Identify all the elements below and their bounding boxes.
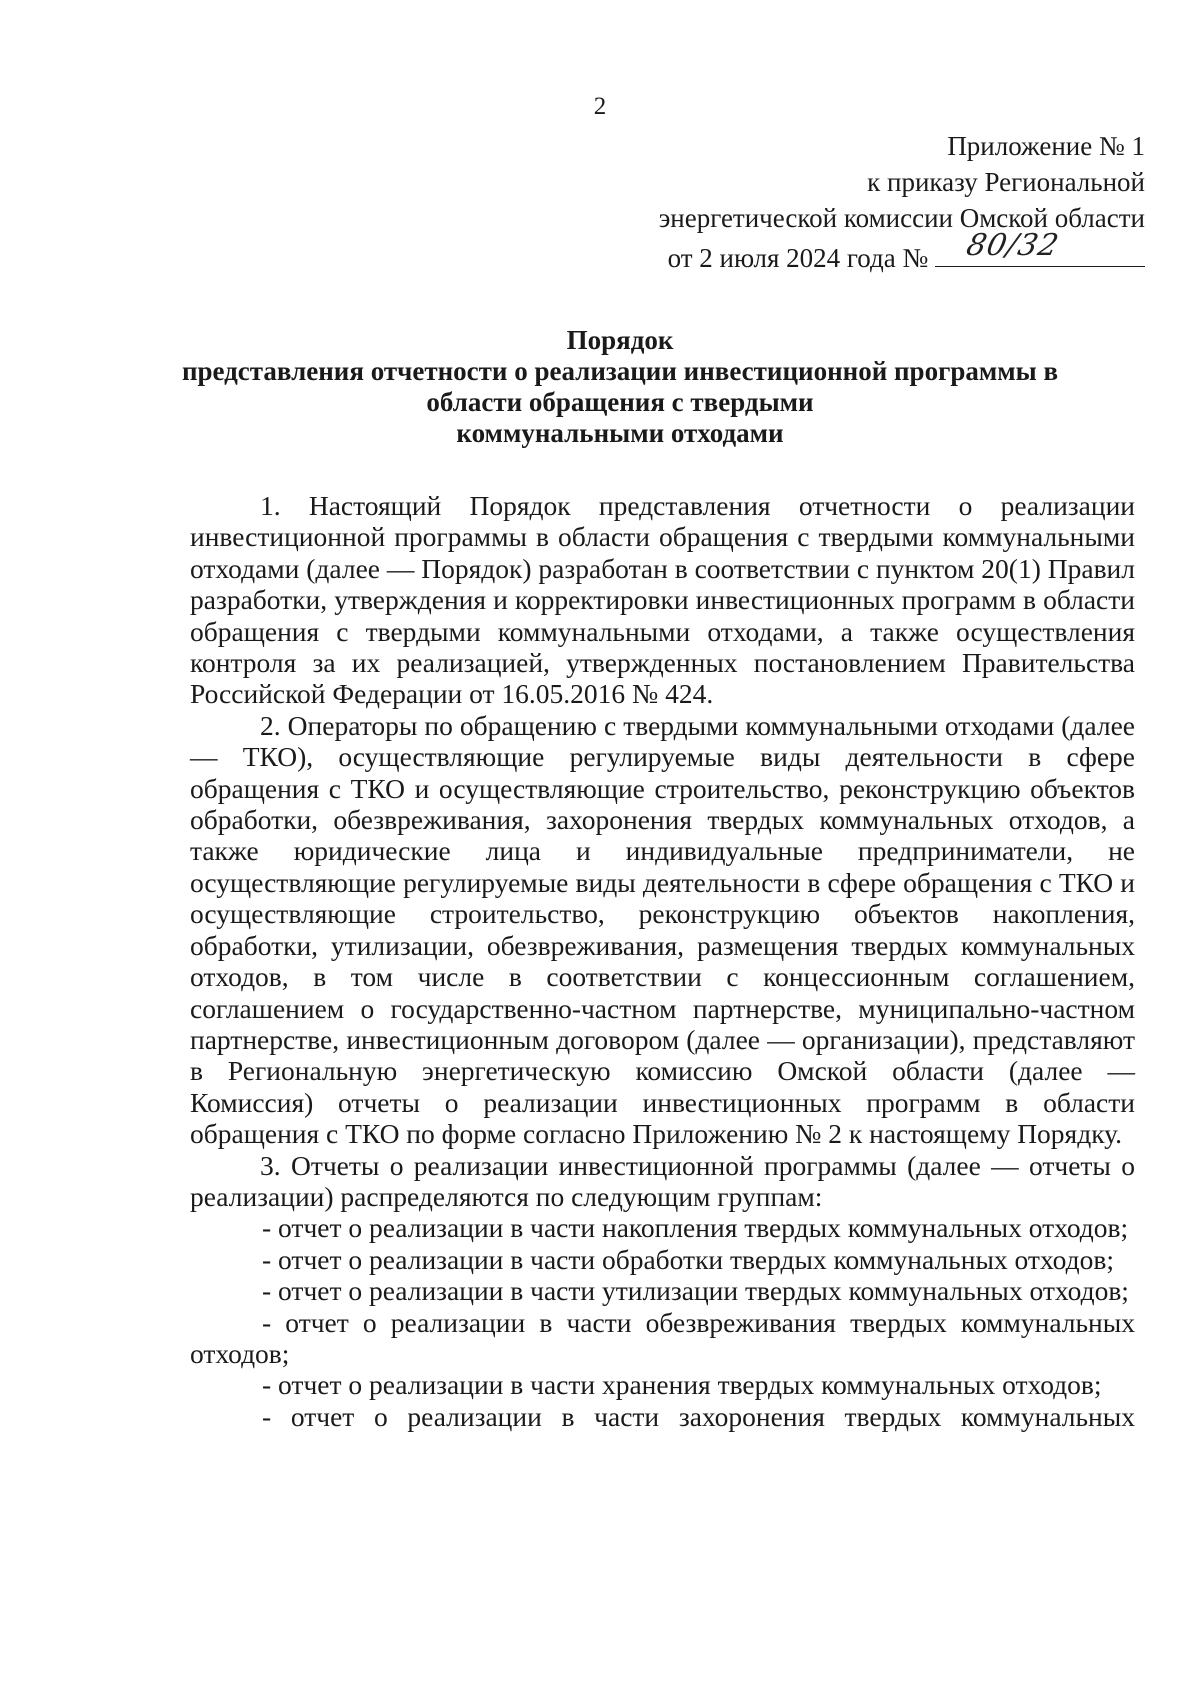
page-number: 2	[593, 93, 607, 120]
title-line-4: коммунальными отходами	[456, 418, 784, 448]
title-line-3: области обращения с твердыми	[426, 387, 814, 417]
paragraph-3: 3. Отчеты о реализации инвестиционной программы (далее — отчеты о реализации) распределяются по следующим группам:	[190, 1149, 1135, 1212]
handwritten-order-number: 80/32	[963, 228, 1063, 263]
order-number-field	[935, 228, 1145, 267]
document-body	[190, 490, 1135, 1432]
paragraph-2: 2. Операторы по обращению с твердыми коммунальными отходами (далее — ТКО), осуществляющие регулируемые виды деятельности в сфере обращения с ТКО и осуществляющие строительство, реконструкцию объектов обработки, обезвреживания, захоронения твердых коммунальных отходов, а также юридические лица и индивидуальные предприниматели, не осуществляющие регулируемые виды деятельности в сфере обращения с ТКО и осуществляющие строительство, реконструкцию объектов накопления, обработки, утилизации, обезвреживания, размещения твердых коммунальных отходов, в том числе в соответствии с концессионным соглашением, соглашением о государственно-частном партнерстве, муниципально-частном партнерстве, инвестиционным договором (далее — организации), представляют в Региональную энергетическую комиссию Омской области (далее — Комиссия) отчеты о реализации инвестиционных программ в области обращения с ТКО по форме согласно Приложению № 2 к настоящему Порядку.	[190, 709, 1135, 1150]
paragraph-1: 1. Настоящий Порядок представления отчетности о реализации инвестиционной программы в области обращения с твердыми коммунальными отходами (далее — Порядок) разработан в соответствии с пунктом 20(1) Правил разработки, утверждения и корректировки инвестиционных программ в области обращения с твердыми коммунальными отходами, а также осуществления контроля за их реализацией, утвержденных постановлением Правительства Российской Федерации от 16.05.2016 № 424.	[190, 490, 1135, 710]
title-line-2: представления отчетности о реализации инвестиционной программы в	[181, 356, 1059, 386]
list-item: - отчет о реализации в части накопления твердых коммунальных отходов;	[262, 1212, 1129, 1244]
annex-title: Приложение № 1	[947, 131, 1145, 161]
annex-date: от 2 июля 2024 года №	[667, 243, 929, 273]
annex-commission: энергетической комиссии Омской области	[658, 203, 1145, 233]
list-item: - отчет о реализации в части хранения твердых коммунальных отходов;	[262, 1369, 1102, 1401]
annex-header	[659, 128, 1145, 276]
document-title	[180, 325, 1060, 449]
list-item: - отчет о реализации в части утилизации твердых коммунальных отходов;	[262, 1275, 1129, 1307]
list-item: - отчет о реализации в части захоронения твердых коммунальных	[262, 1400, 1135, 1432]
annex-order-ref: к приказу Региональной	[867, 167, 1145, 197]
list-item: - отчет о реализации в части обезвреживания твердых коммунальных отходов;	[190, 1306, 1135, 1369]
title-line-1: Порядок	[566, 325, 674, 355]
annex-date-line	[659, 228, 1145, 276]
list-item: - отчет о реализации в части обработки твердых коммунальных отходов;	[262, 1243, 1114, 1275]
